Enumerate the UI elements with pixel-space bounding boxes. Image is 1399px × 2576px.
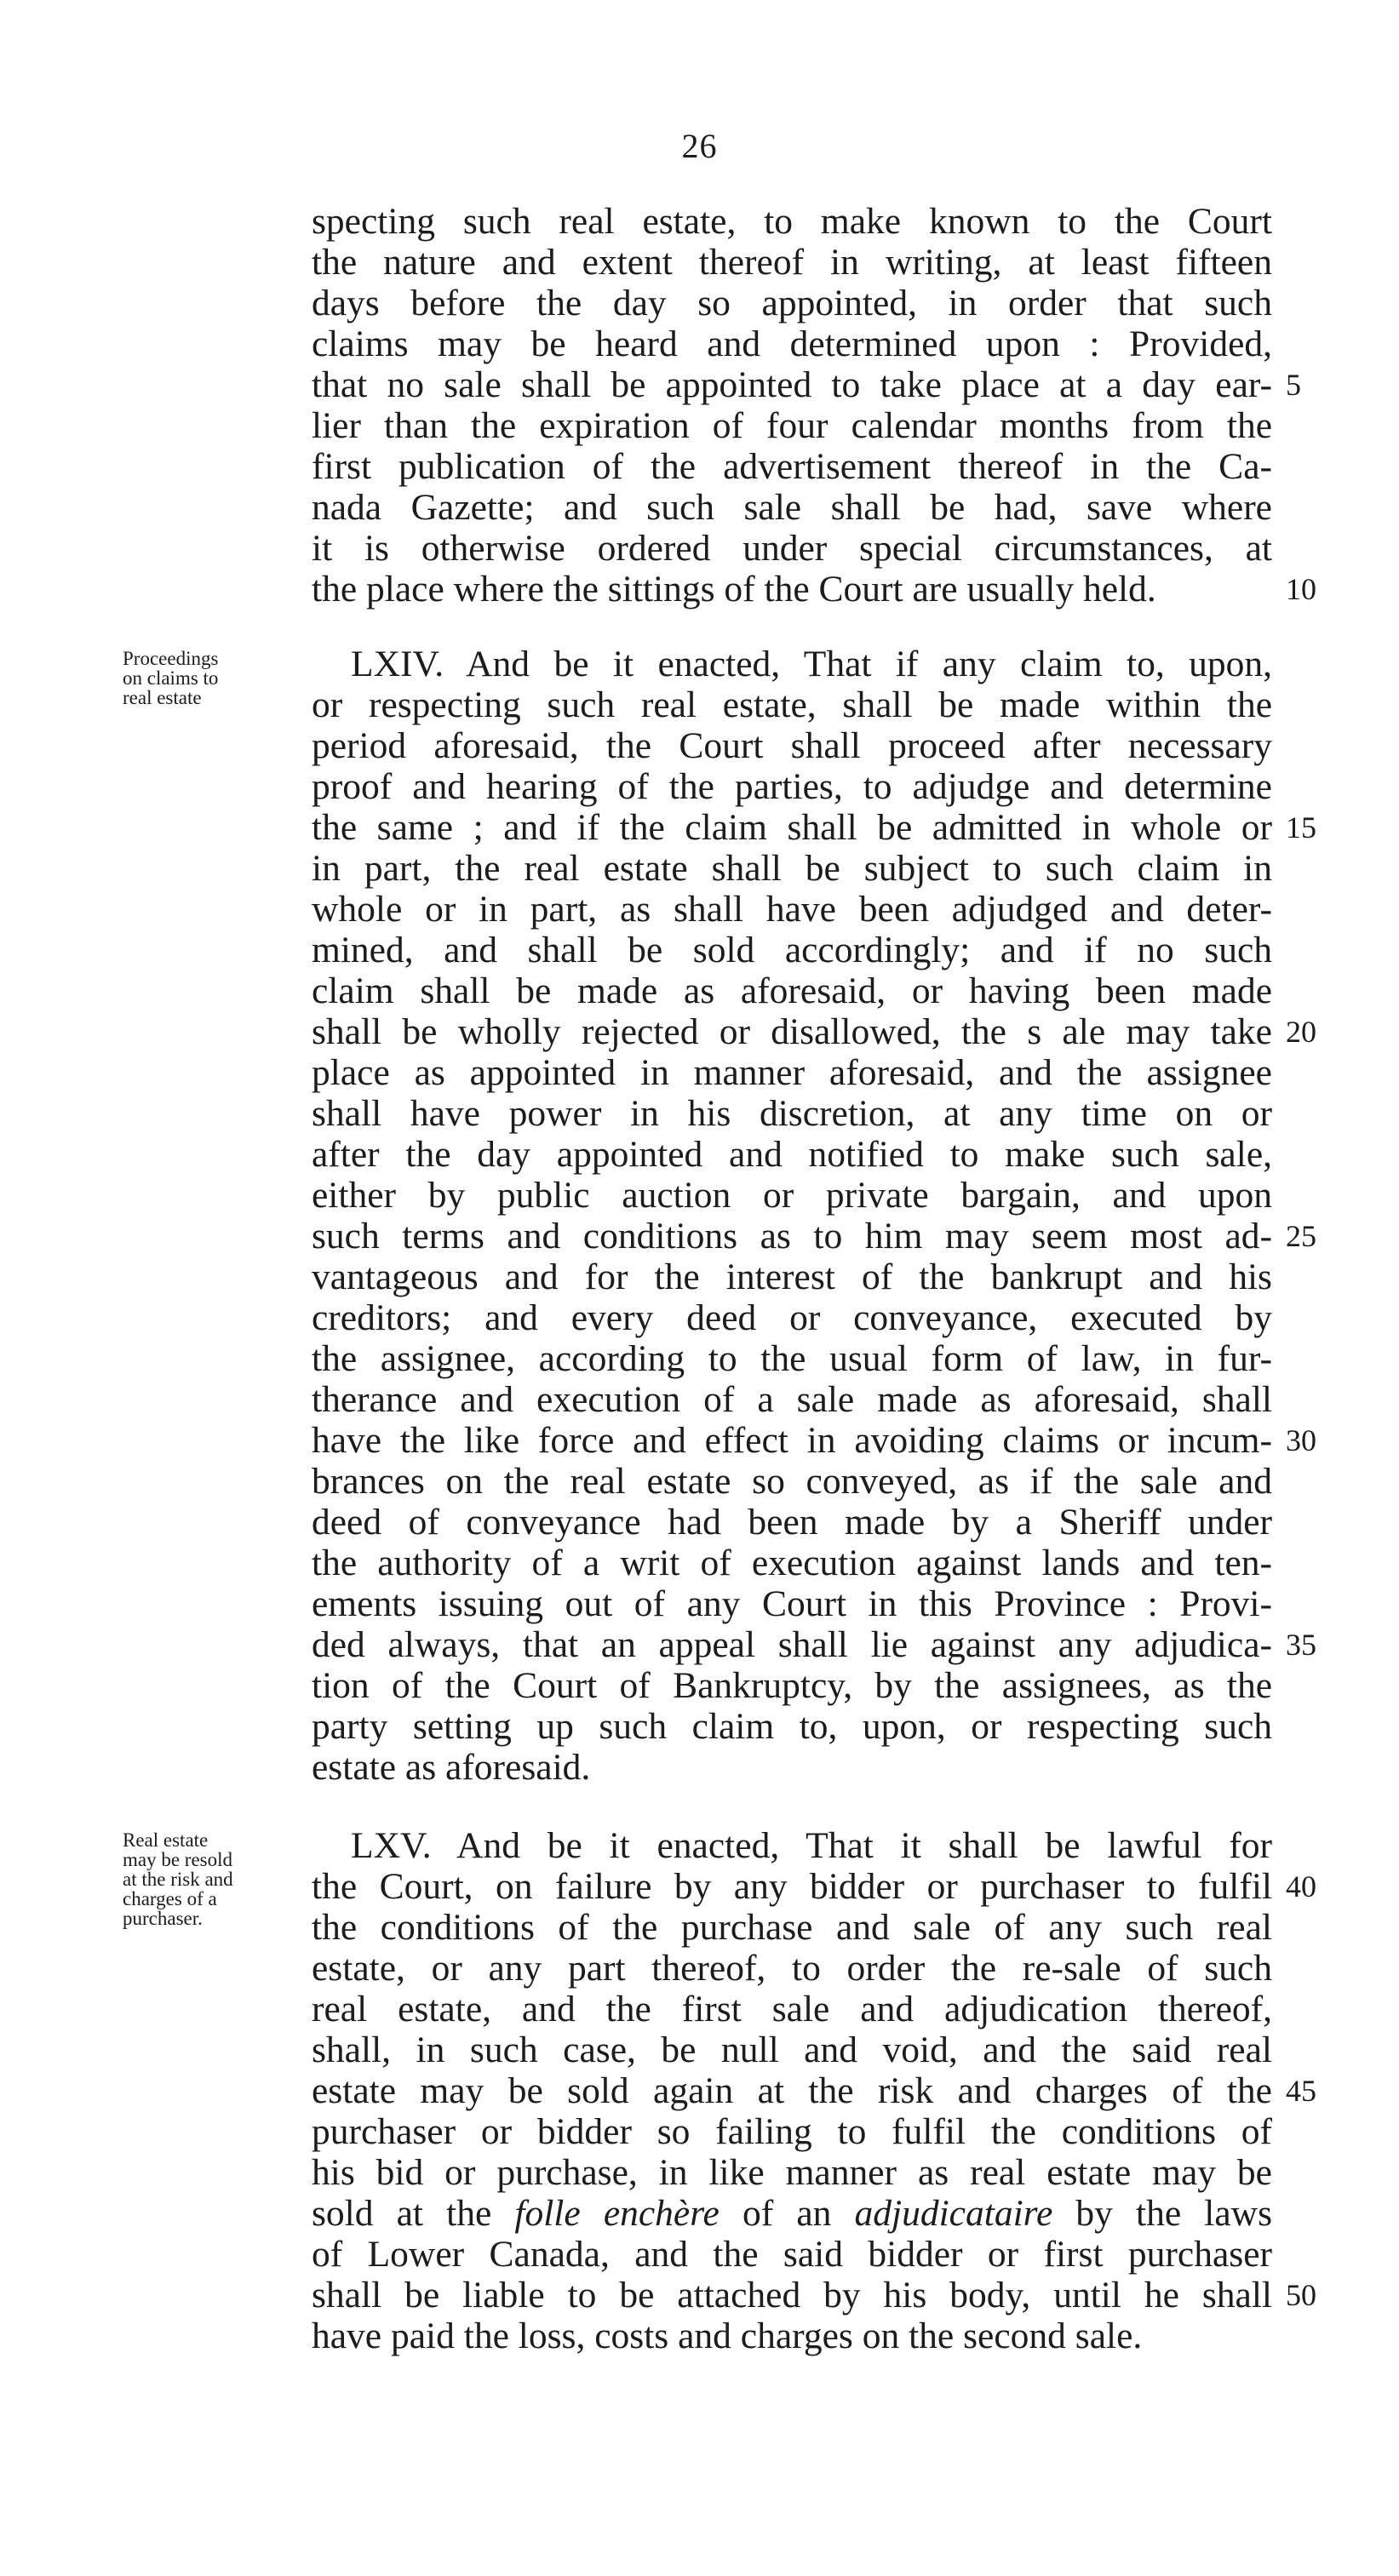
line-number: 30 <box>1286 1423 1316 1457</box>
margin-note-line: on claims to <box>123 667 219 689</box>
text-line: shall have power in his discretion, at any time on or <box>312 1093 1272 1134</box>
text-line: that no sale shall be appointed to take place at a day ear- <box>312 364 1272 405</box>
text-line: either by public auction or private bargain, and upon <box>312 1175 1272 1216</box>
text-line: creditors; and every deed or conveyance, executed by <box>312 1297 1272 1338</box>
text-line: mined, and shall be sold accordingly; and if no such <box>312 930 1272 970</box>
text-line: place as appointed in manner aforesaid, and the assignee <box>312 1052 1272 1093</box>
text-line: estate as aforesaid. <box>312 1747 591 1788</box>
text-line: tion of the Court of Bankruptcy, by the assignees, as the <box>312 1665 1272 1706</box>
text-line: ded always, that an appeal shall lie against any adjudica- <box>312 1624 1272 1665</box>
text-line: ements issuing out of any Court in this Province : Provi- <box>312 1583 1272 1624</box>
margin-note-line: may be resold <box>123 1849 233 1870</box>
text-line: estate, or any part thereof, to order the re-sale of such <box>312 1948 1272 1989</box>
margin-note-line: Proceedings <box>123 648 219 669</box>
text-line: brances on the real estate so conveyed, as if the sale and <box>312 1461 1272 1502</box>
text-line: specting such real estate, to make known to the Court <box>312 201 1272 242</box>
text-line: sold at the folle enchère of an adjudicataire by the laws <box>312 2193 1273 2234</box>
line-number: 10 <box>1286 572 1316 606</box>
line-number: 35 <box>1286 1628 1316 1662</box>
text-line: lier than the expiration of four calendar months from the <box>312 405 1272 446</box>
text-line: the place where the sittings of the Court are usually held. <box>312 569 1156 610</box>
text-line: shall be wholly rejected or disallowed, the s ale may take <box>312 1011 1272 1052</box>
text-line: therance and execution of a sale made as aforesaid, shall <box>312 1379 1272 1420</box>
text-line: have paid the loss, costs and charges on the second sale. <box>312 2316 1143 2356</box>
italic-term: folle enchère <box>514 2193 720 2234</box>
text-line: purchaser or bidder so failing to fulfil the conditions of <box>312 2111 1272 2152</box>
text-line: claim shall be made as aforesaid, or having been made <box>312 970 1272 1011</box>
line-number: 45 <box>1286 2074 1316 2108</box>
text-line: the Court, on failure by any bidder or purchaser to fulfil <box>312 1866 1272 1907</box>
text-line: deed of conveyance had been made by a Sheriff under <box>312 1502 1272 1543</box>
text-line: estate may be sold again at the risk and charges of the <box>312 2070 1272 2111</box>
text-line: it is otherwise ordered under special circumstances, at <box>312 528 1272 569</box>
line-number: 15 <box>1286 810 1316 844</box>
text-line: of Lower Canada, and the said bidder or first purchaser <box>312 2234 1272 2275</box>
text-line: his bid or purchase, in like manner as real estate may be <box>312 2152 1272 2193</box>
text-line: nada Gazette; and such sale shall be had, save where <box>312 487 1272 528</box>
line-number: 20 <box>1286 1015 1316 1049</box>
text-line: the authority of a writ of execution against lands and ten- <box>312 1543 1272 1583</box>
text-line: LXV. And be it enacted, That it shall be lawful for <box>351 1825 1272 1866</box>
page-number: 26 <box>681 127 718 165</box>
text-line: LXIV. And be it enacted, That if any claim to, upon, <box>351 644 1272 684</box>
margin-note-line: purchaser. <box>123 1908 203 1929</box>
line-number: 40 <box>1286 1869 1316 1903</box>
text-line: days before the day so appointed, in order that such <box>312 283 1272 323</box>
text-line: period aforesaid, the Court shall proceed after necessary <box>312 725 1272 766</box>
text-line: party setting up such claim to, upon, or respecting such <box>312 1706 1272 1747</box>
text-line: proof and hearing of the parties, to adjudge and determine <box>312 766 1272 807</box>
italic-term: adjudicataire <box>854 2193 1053 2234</box>
text-line: after the day appointed and notified to make such sale, <box>312 1134 1272 1175</box>
text-line: have the like force and effect in avoiding claims or incum- <box>312 1420 1272 1461</box>
text-line: the nature and extent thereof in writing, at least fifteen <box>312 242 1272 283</box>
text-line: shall be liable to be attached by his body, until he shall <box>312 2275 1272 2316</box>
text-line: shall, in such case, be null and void, and the said real <box>312 2029 1272 2070</box>
text-line: in part, the real estate shall be subject to such claim in <box>312 848 1272 889</box>
margin-note-line: charges of a <box>123 1888 217 1909</box>
text-line: real estate, and the first sale and adjudication thereof, <box>312 1989 1272 2029</box>
line-number: 25 <box>1286 1219 1316 1253</box>
text-line: claims may be heard and determined upon : Provided, <box>312 323 1272 364</box>
text-line: the assignee, according to the usual form of law, in fur- <box>312 1338 1272 1379</box>
text-line: whole or in part, as shall have been adjudged and deter- <box>312 889 1272 930</box>
line-number: 5 <box>1286 368 1301 402</box>
text-line: first publication of the advertisement thereof in the Ca- <box>312 446 1272 487</box>
text-line: such terms and conditions as to him may seem most ad- <box>312 1216 1272 1257</box>
line-number: 50 <box>1286 2278 1316 2312</box>
margin-note-line: at the risk and <box>123 1869 233 1890</box>
margin-note-line: real estate <box>123 687 202 708</box>
text-line: the same ; and if the claim shall be admitted in whole or <box>312 807 1272 848</box>
text-line: or respecting such real estate, shall be made within the <box>312 684 1272 725</box>
text-line: the conditions of the purchase and sale of any such real <box>312 1907 1272 1948</box>
margin-note-line: Real estate <box>123 1829 209 1851</box>
text-line: vantageous and for the interest of the bankrupt and his <box>312 1257 1272 1297</box>
